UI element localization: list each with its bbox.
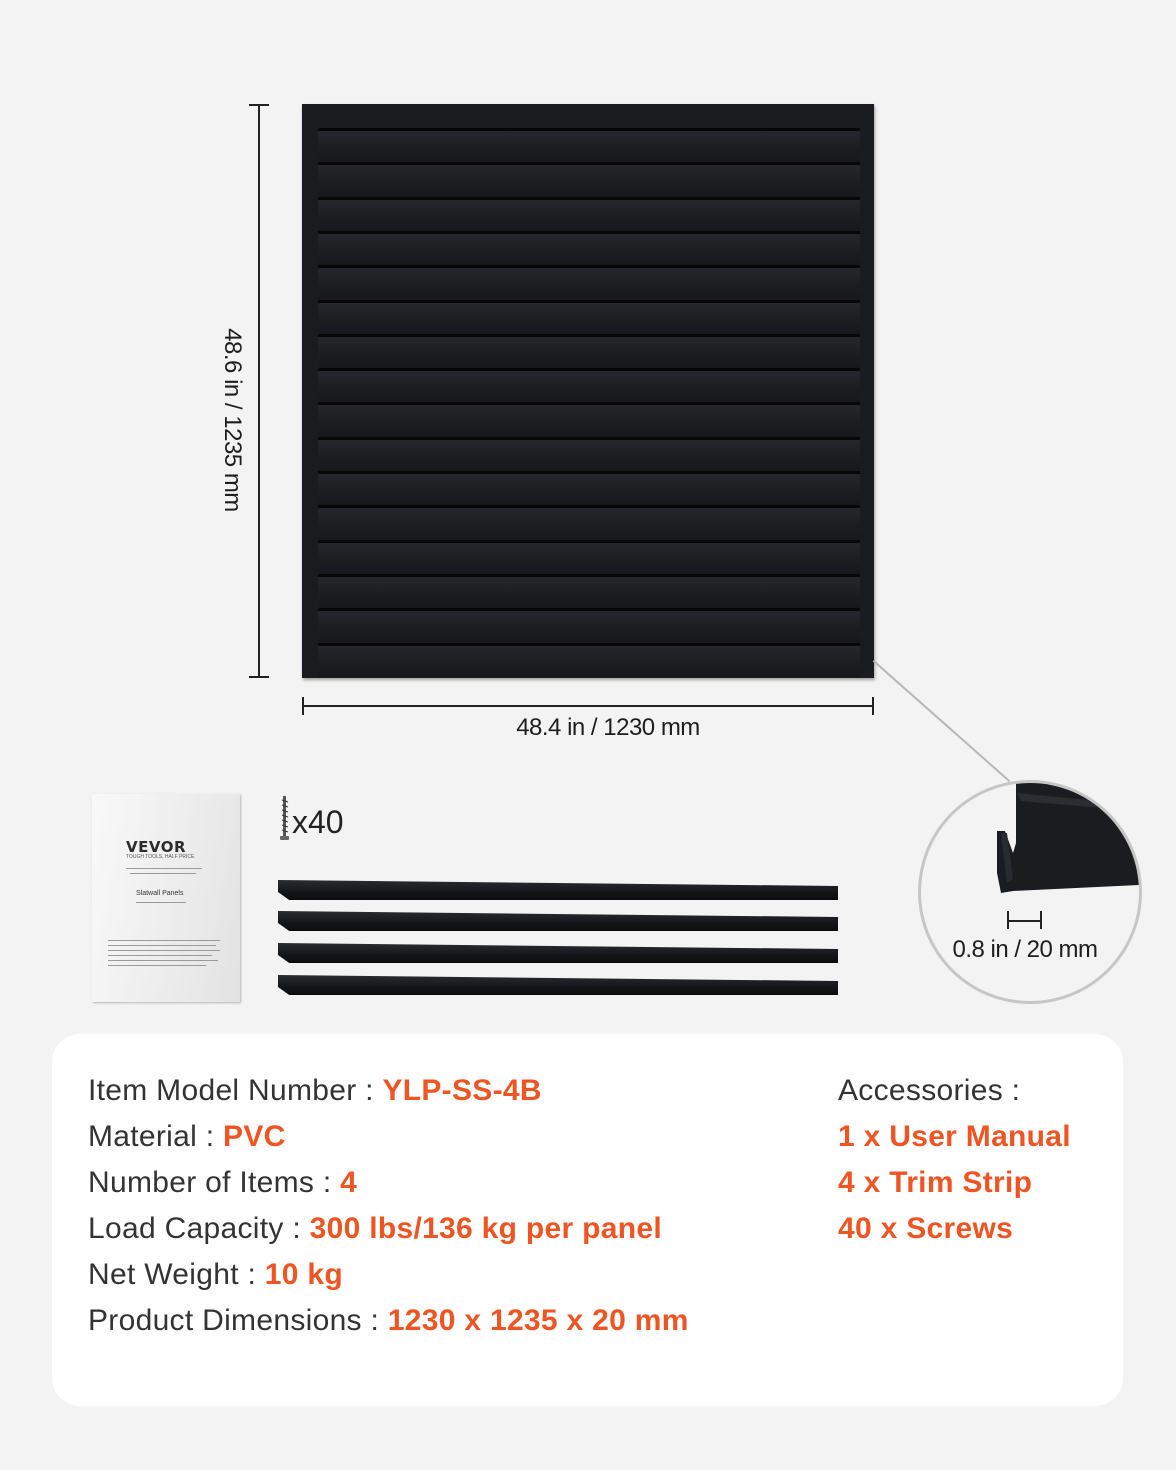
accessory-item: 4 x Trim Strip [838, 1166, 1033, 1199]
spec-value: 300 lbs/136 kg per panel [309, 1212, 662, 1245]
panel-slat [318, 131, 860, 162]
height-dimension-label: 48.6 in / 1235 mm [219, 328, 246, 512]
accessory-item: 1 x User Manual [838, 1120, 1071, 1153]
panel-slat [318, 543, 860, 574]
panel-groove [318, 574, 860, 577]
screw-icon [279, 794, 291, 844]
user-manual-image [92, 794, 240, 1002]
trim-strip [278, 911, 838, 931]
trim-strip [278, 880, 838, 900]
callout-line [873, 660, 1011, 782]
thickness-dimension-line [1008, 920, 1042, 922]
spec-value: 1230 x 1235 x 20 mm [387, 1304, 689, 1337]
thickness-dimension-label: 0.8 in / 20 mm [952, 936, 1098, 963]
panel-slat [318, 337, 860, 368]
panel-groove [318, 608, 860, 611]
panel-groove [318, 231, 860, 234]
panel-slat [318, 165, 860, 196]
height-dimension-cap-bottom [249, 676, 269, 678]
height-dimension-line [258, 105, 260, 678]
spec-label: Net Weight : [88, 1258, 265, 1291]
slatwall-panel-image [302, 104, 874, 678]
width-dimension-label: 48.4 in / 1230 mm [516, 714, 700, 741]
trim-strip [278, 975, 838, 995]
panel-slat [318, 371, 860, 402]
accessories-title: Accessories : [838, 1074, 1021, 1107]
spec-row-dimensions [88, 1304, 689, 1338]
panel-slat [318, 508, 860, 539]
panel-groove [318, 402, 860, 405]
panel-slat [318, 440, 860, 471]
panel-groove [318, 368, 860, 371]
width-dimension-line [303, 705, 874, 707]
thickness-dimension-cap-left [1007, 911, 1009, 929]
panel-slat [318, 200, 860, 231]
spec-value: PVC [223, 1120, 286, 1153]
panel-groove [318, 300, 860, 303]
manual-tagline: TOUGH TOOLS, HALF PRICE [126, 854, 195, 860]
panel-slat [318, 268, 860, 299]
accessory-item: 40 x Screws [838, 1212, 1014, 1245]
panel-slat [318, 405, 860, 436]
thickness-dimension-cap-right [1040, 911, 1042, 929]
spec-value: 10 kg [264, 1258, 343, 1291]
spec-row-model [88, 1074, 542, 1108]
height-dimension-cap-top [249, 104, 269, 106]
edge-detail-magnifier [918, 780, 1142, 1004]
panel-groove [318, 162, 860, 165]
panel-slat [318, 303, 860, 334]
spec-row-material [88, 1120, 286, 1154]
manual-title: Slatwall Panels [136, 890, 184, 897]
panel-groove [318, 128, 860, 131]
spec-label: Product Dimensions : [88, 1304, 388, 1337]
spec-row-net-weight [88, 1258, 343, 1292]
panel-slat [318, 611, 860, 642]
spec-label: Load Capacity : [88, 1212, 310, 1245]
panel-groove [318, 437, 860, 440]
screw-count-label: x40 [292, 804, 344, 840]
panel-groove [318, 265, 860, 268]
panel-slat [318, 646, 860, 677]
manual-brand-logo: VEVOR [126, 838, 187, 856]
panel-groove [318, 540, 860, 543]
spec-value: YLP-SS-4B [382, 1074, 542, 1107]
width-dimension-cap-right [872, 697, 874, 715]
spec-value: 4 [340, 1166, 358, 1199]
spec-row-load-capacity [88, 1212, 662, 1246]
edge-profile-icon [921, 783, 1139, 1001]
panel-slat [318, 474, 860, 505]
panel-groove [318, 197, 860, 200]
panel-slat [318, 234, 860, 265]
spec-label: Number of Items : [88, 1166, 341, 1199]
spec-row-item-count [88, 1166, 357, 1200]
spec-label: Item Model Number : [88, 1074, 383, 1107]
spec-label: Material : [88, 1120, 224, 1153]
panel-groove [318, 471, 860, 474]
spec-card [52, 1034, 1123, 1406]
panel-groove [318, 505, 860, 508]
panel-groove [318, 643, 860, 646]
panel-slat [318, 577, 860, 608]
trim-strip [278, 943, 838, 963]
width-dimension-cap-left [302, 697, 304, 715]
panel-groove [318, 334, 860, 337]
